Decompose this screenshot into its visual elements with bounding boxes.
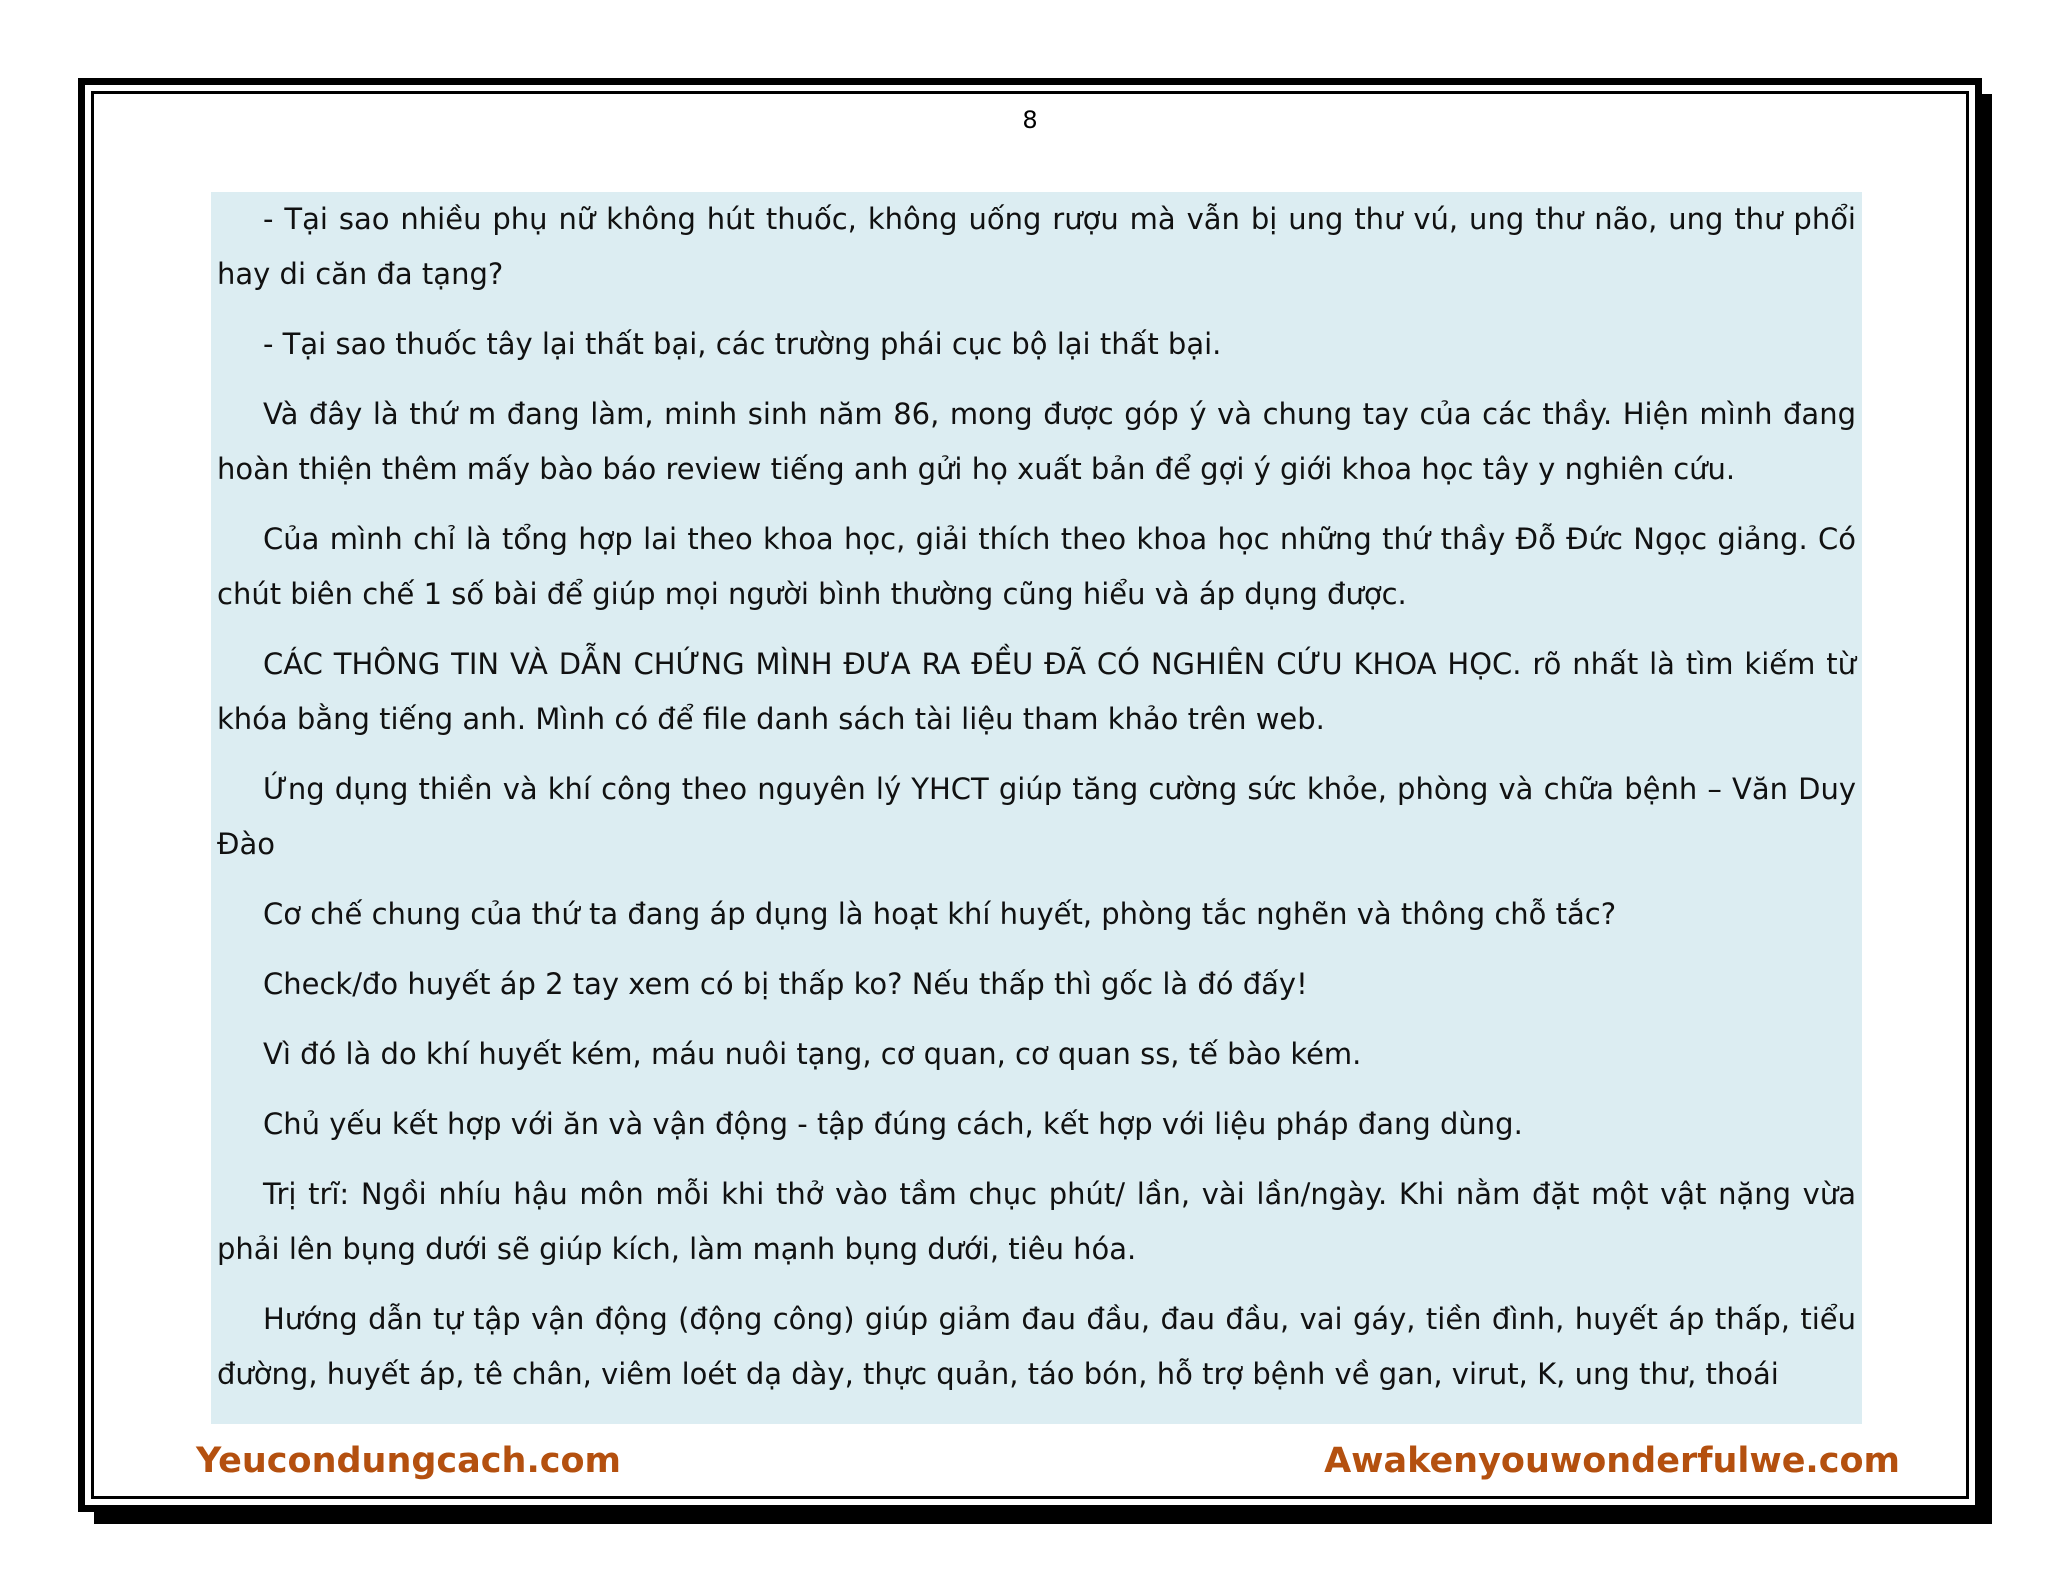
paragraph: Chủ yếu kết hợp với ăn và vận động - tập đúng cách, kết hợp với liệu pháp đang dùng. xyxy=(263,1107,1523,1141)
paragraph: Check/đo huyết áp 2 tay xem có bị thấp ko? Nếu thấp thì gốc là đó đấy! xyxy=(263,967,1308,1001)
paragraph: Trị trĩ: Ngồi nhíu hậu môn mỗi khi thở vào tầm chục phút/ lần, vài lần/ngày. Khi nằm đặt một vật nặng vừa phải lên bụng dưới sẽ giúp kích, làm mạnh bụng dưới, tiêu hóa. xyxy=(217,1177,1856,1266)
footer-website-left: Yeucondungcach.com xyxy=(196,1441,622,1481)
paragraph: Vì đó là do khí huyết kém, máu nuôi tạng, cơ quan, cơ quan ss, tế bào kém. xyxy=(263,1037,1362,1071)
paragraph: Hướng dẫn tự tập vận động (động công) giúp giảm đau đầu, đau đầu, vai gáy, tiền đình, huyết áp thấp, tiểu đường, huyết áp, tê chân, viêm loét dạ dày, thực quản, táo bón, hỗ trợ bệnh về gan, virut, K, ung thư, thoái xyxy=(217,1302,1856,1391)
footer-website-right: Awakenyouwonderfulwe.com xyxy=(1324,1441,1900,1481)
page-number: 8 xyxy=(1022,106,1038,134)
paragraph: Của mình chỉ là tổng hợp lai theo khoa học, giải thích theo khoa học những thứ thầy Đỗ Đức Ngọc giảng. Có chút biên chế 1 số bài để giúp mọi người bình thường cũng hiểu và áp dụng được. xyxy=(217,522,1856,611)
page-frame-inner xyxy=(91,91,1969,1499)
paragraph: Cơ chế chung của thứ ta đang áp dụng là hoạt khí huyết, phòng tắc nghẽn và thông chỗ tắc? xyxy=(263,897,1617,931)
content-block xyxy=(211,192,1862,1424)
paragraph: - Tại sao thuốc tây lại thất bại, các trường phái cục bộ lại thất bại. xyxy=(263,327,1222,361)
paragraph: Và đây là thứ m đang làm, minh sinh năm 86, mong được góp ý và chung tay của các thầy. Hiện mình đang hoàn thiện thêm mấy bào báo review tiếng anh gửi họ xuất bản để gợi ý giới khoa học tây y nghiên cứu. xyxy=(217,397,1856,486)
paragraph: CÁC THÔNG TIN VÀ DẪN CHỨNG MÌNH ĐƯA RA ĐỀU ĐÃ CÓ NGHIÊN CỨU KHOA HỌC. rõ nhất là tìm kiếm từ khóa bằng tiếng anh. Mình có để file danh sách tài liệu tham khảo trên web. xyxy=(217,647,1856,736)
paragraph: - Tại sao nhiều phụ nữ không hút thuốc, không uống rượu mà vẫn bị ung thư vú, ung thư não, ung thư phổi hay di căn đa tạng? xyxy=(217,202,1856,291)
page-frame xyxy=(78,78,1982,1512)
paragraph: Ứng dụng thiền và khí công theo nguyên lý YHCT giúp tăng cường sức khỏe, phòng và chữa bệnh – Văn Duy Đào xyxy=(217,772,1856,861)
